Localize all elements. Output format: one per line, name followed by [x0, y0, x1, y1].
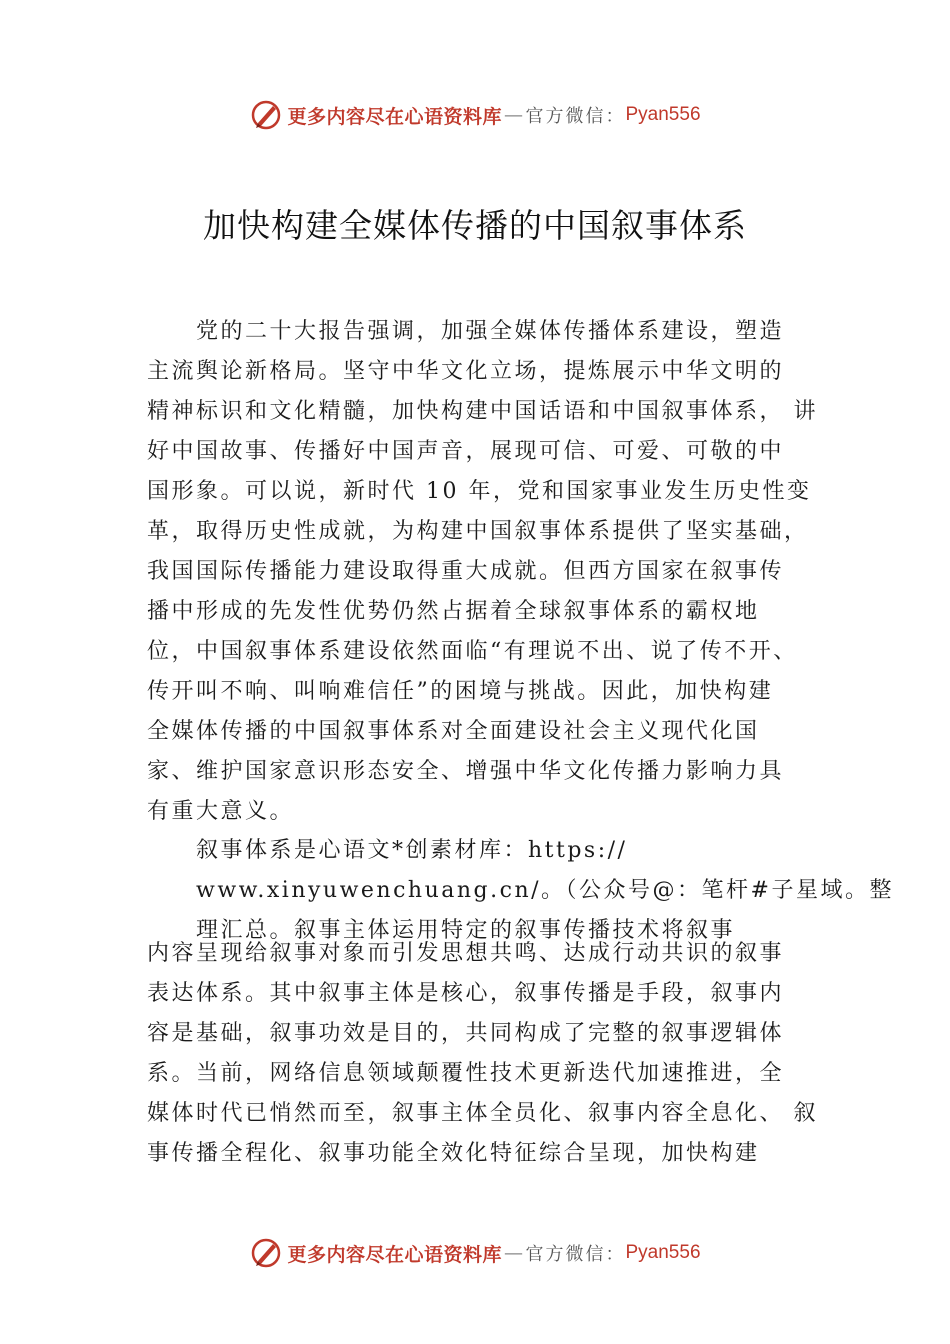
text-line: 播中形成的先发性优势仍然占据着全球叙事体系的霸权地 [147, 599, 760, 624]
banner-dash: — [504, 104, 524, 126]
document-title: 加快构建全媒体传播的中国叙事体系 [203, 206, 747, 245]
paragraph-1 [147, 312, 827, 832]
paragraph-3 [147, 934, 827, 1174]
banner-dash: — [504, 1242, 524, 1264]
text-line: 理汇总。叙事主体运用特定的叙事传播技术将叙事 [196, 918, 736, 943]
header-banner [0, 95, 950, 135]
text-line: 有重大意义。 [147, 799, 295, 824]
text-line: 国形象。可以说，新时代 10 年，党和国家事业发生历史性变 [147, 479, 812, 504]
banner-wechat-label: 官方微信： [525, 1244, 626, 1265]
text-line: 我国国际传播能力建设取得重大成就。但西方国家在叙事传 [147, 559, 785, 584]
footer-banner [0, 1233, 950, 1273]
pen-logo-icon [249, 98, 283, 132]
text-line: 革，取得历史性成就，为构建中国叙事体系提供了坚实基础， [147, 519, 809, 544]
paragraph-2 [196, 831, 894, 951]
text-line: 家、维护国家意识形态安全、增强中华文化传播力影响力具 [147, 759, 785, 784]
text-line: 表达体系。其中叙事主体是核心，叙事传播是手段，叙事内 [147, 981, 785, 1006]
text-line: 党的二十大报告强调，加强全媒体传播体系建设，塑造 [147, 319, 785, 344]
text-line: 传开叫不响、叫响难信任”的困境与挑战。因此，加快构建 [147, 679, 774, 704]
text-line: 媒体时代已悄然而至，叙事主体全员化、叙事内容全息化、 叙 [147, 1101, 818, 1126]
text-line: 好中国故事、传播好中国声音，展现可信、可爱、可敬的中 [147, 439, 785, 464]
pen-logo-icon [249, 1236, 283, 1270]
text-line: 精神标识和文化精髓，加快构建中国话语和中国叙事体系， 讲 [147, 399, 818, 424]
banner-brand: 更多内容尽在心语资料库 [287, 1243, 502, 1266]
banner-account: Pyan556 [625, 1242, 701, 1263]
text-line: www.xinyuwenchuang.cn/。（公众号@：笔杆#子星域。整 [196, 878, 894, 903]
banner-brand: 更多内容尽在心语资料库 [287, 105, 502, 128]
text-line: 位，中国叙事体系建设依然面临“有理说不出、说了传不开、 [147, 639, 798, 664]
banner-wechat-label: 官方微信： [525, 106, 626, 127]
text-line: 主流舆论新格局。坚守中华文化立场，提炼展示中华文明的 [147, 359, 785, 384]
text-line: 容是基础，叙事功效是目的，共同构成了完整的叙事逻辑体 [147, 1021, 785, 1046]
text-line: 内容呈现给叙事对象而引发思想共鸣、达成行动共识的叙事 [147, 941, 785, 966]
text-line: 事传播全程化、叙事功能全效化特征综合呈现，加快构建 [147, 1141, 760, 1166]
banner-account: Pyan556 [625, 104, 701, 125]
text-line: 叙事体系是心语文*创素材库：https:// [196, 838, 628, 863]
text-line: 全媒体传播的中国叙事体系对全面建设社会主义现代化国 [147, 719, 760, 744]
text-line: 系。当前，网络信息领域颠覆性技术更新迭代加速推进，全 [147, 1061, 785, 1086]
